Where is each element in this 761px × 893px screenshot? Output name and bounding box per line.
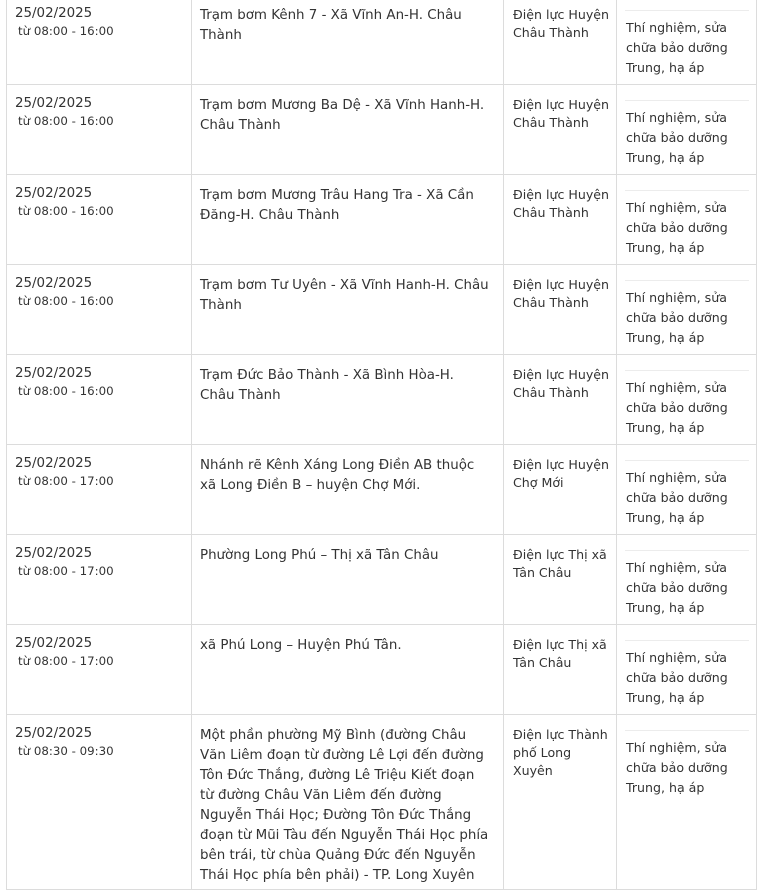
reason-cell <box>617 445 757 535</box>
outage-date: 25/02/2025 <box>15 366 93 381</box>
reason-cell <box>617 85 757 175</box>
reason-cell <box>617 625 757 715</box>
date-cell <box>7 625 192 715</box>
unit-cell <box>504 355 617 445</box>
reason-cell <box>617 355 757 445</box>
power-unit: Điện lực Thị xã Tân Châu <box>513 547 607 580</box>
outage-time: từ 08:30 - 09:30 <box>18 744 114 758</box>
outage-reason: Thí nghiệm, sửa chữa bảo dưỡng Trung, hạ áp <box>626 650 728 705</box>
table-row <box>7 355 757 445</box>
date-cell <box>7 715 192 890</box>
location-cell <box>192 355 504 445</box>
location-cell <box>192 715 504 890</box>
reason-divider <box>625 100 749 101</box>
power-unit: Điện lực Huyện Châu Thành <box>513 367 610 400</box>
table-row <box>7 625 757 715</box>
reason-cell <box>617 535 757 625</box>
outage-location: Một phần phường Mỹ Bình (đường Châu Văn Liêm đoạn từ đường Lê Lợi đến đường Tôn Đức Thắng, đường Lê Triệu Kiết đoạn từ đường Châu Văn Liêm đến đường Nguyễn Thái Học; Đường Tôn Đức Thắng đoạn từ Mũi Tàu đến Nguyễn Thái Học phía bên trái, từ chùa Quảng Đức đến Nguyễn Thái Học phía bên phải) - TP. Long Xuyên <box>200 728 489 883</box>
outage-date: 25/02/2025 <box>15 456 93 471</box>
unit-cell <box>504 535 617 625</box>
reason-divider <box>625 550 749 551</box>
outage-time: từ 08:00 - 16:00 <box>18 204 114 218</box>
location-cell <box>192 625 504 715</box>
outage-schedule-table <box>6 0 757 890</box>
reason-divider <box>625 190 749 191</box>
table-row <box>7 85 757 175</box>
outage-reason: Thí nghiệm, sửa chữa bảo dưỡng Trung, hạ áp <box>626 740 728 795</box>
outage-date: 25/02/2025 <box>15 636 93 651</box>
reason-divider <box>625 280 749 281</box>
outage-time: từ 08:00 - 17:00 <box>18 564 114 578</box>
table-row <box>7 535 757 625</box>
outage-reason: Thí nghiệm, sửa chữa bảo dưỡng Trung, hạ áp <box>626 20 728 75</box>
outage-time: từ 08:00 - 16:00 <box>18 294 114 308</box>
unit-cell <box>504 85 617 175</box>
reason-divider <box>625 370 749 371</box>
outage-reason: Thí nghiệm, sửa chữa bảo dưỡng Trung, hạ áp <box>626 380 728 435</box>
location-cell <box>192 445 504 535</box>
location-cell <box>192 535 504 625</box>
reason-divider <box>625 640 749 641</box>
reason-divider <box>625 460 749 461</box>
unit-cell <box>504 265 617 355</box>
reason-cell <box>617 175 757 265</box>
power-unit: Điện lực Huyện Châu Thành <box>513 7 610 40</box>
reason-cell <box>617 0 757 85</box>
outage-date: 25/02/2025 <box>15 6 93 21</box>
outage-location: xã Phú Long – Huyện Phú Tân. <box>200 638 402 653</box>
power-unit: Điện lực Thành phố Long Xuyên <box>513 727 608 778</box>
power-unit: Điện lực Huyện Chợ Mới <box>513 457 610 490</box>
outage-time: từ 08:00 - 17:00 <box>18 474 114 488</box>
unit-cell <box>504 0 617 85</box>
power-unit: Điện lực Huyện Châu Thành <box>513 277 610 310</box>
location-cell <box>192 265 504 355</box>
date-cell <box>7 0 192 85</box>
power-unit: Điện lực Huyện Châu Thành <box>513 187 610 220</box>
outage-location: Trạm bơm Tư Uyên - Xã Vĩnh Hanh-H. Châu Thành <box>200 278 489 313</box>
power-unit: Điện lực Thị xã Tân Châu <box>513 637 607 670</box>
outage-reason: Thí nghiệm, sửa chữa bảo dưỡng Trung, hạ áp <box>626 110 728 165</box>
table-row <box>7 265 757 355</box>
outage-date: 25/02/2025 <box>15 276 93 291</box>
date-cell <box>7 85 192 175</box>
outage-location: Nhánh rẽ Kênh Xáng Long Điền AB thuộc xã Long Điền B – huyện Chợ Mới. <box>200 458 475 493</box>
date-cell <box>7 175 192 265</box>
outage-location: Trạm Đức Bảo Thành - Xã Bình Hòa-H. Châu Thành <box>200 368 454 403</box>
outage-date: 25/02/2025 <box>15 546 93 561</box>
unit-cell <box>504 445 617 535</box>
location-cell <box>192 85 504 175</box>
outage-reason: Thí nghiệm, sửa chữa bảo dưỡng Trung, hạ áp <box>626 470 728 525</box>
outage-time: từ 08:00 - 16:00 <box>18 24 114 38</box>
date-cell <box>7 445 192 535</box>
outage-date: 25/02/2025 <box>15 726 93 741</box>
unit-cell <box>504 715 617 890</box>
reason-cell <box>617 715 757 890</box>
unit-cell <box>504 625 617 715</box>
table-row <box>7 0 757 85</box>
outage-location: Trạm bơm Kênh 7 - Xã Vĩnh An-H. Châu Thành <box>200 8 462 43</box>
table-row <box>7 715 757 890</box>
outage-reason: Thí nghiệm, sửa chữa bảo dưỡng Trung, hạ áp <box>626 290 728 345</box>
unit-cell <box>504 175 617 265</box>
outage-location: Trạm bơm Mương Trâu Hang Tra - Xã Cần Đăng-H. Châu Thành <box>200 188 474 223</box>
reason-divider <box>625 730 749 731</box>
outage-date: 25/02/2025 <box>15 96 93 111</box>
location-cell <box>192 175 504 265</box>
table-row <box>7 175 757 265</box>
outage-time: từ 08:00 - 17:00 <box>18 654 114 668</box>
outage-time: từ 08:00 - 16:00 <box>18 114 114 128</box>
outage-reason: Thí nghiệm, sửa chữa bảo dưỡng Trung, hạ áp <box>626 560 728 615</box>
reason-cell <box>617 265 757 355</box>
outage-location: Phường Long Phú – Thị xã Tân Châu <box>200 548 439 563</box>
outage-date: 25/02/2025 <box>15 186 93 201</box>
table-row <box>7 445 757 535</box>
outage-reason: Thí nghiệm, sửa chữa bảo dưỡng Trung, hạ áp <box>626 200 728 255</box>
location-cell <box>192 0 504 85</box>
date-cell <box>7 265 192 355</box>
power-unit: Điện lực Huyện Châu Thành <box>513 97 610 130</box>
reason-divider <box>625 10 749 11</box>
outage-location: Trạm bơm Mương Ba Dệ - Xã Vĩnh Hanh-H. Châu Thành <box>200 98 485 133</box>
date-cell <box>7 535 192 625</box>
outage-time: từ 08:00 - 16:00 <box>18 384 114 398</box>
date-cell <box>7 355 192 445</box>
